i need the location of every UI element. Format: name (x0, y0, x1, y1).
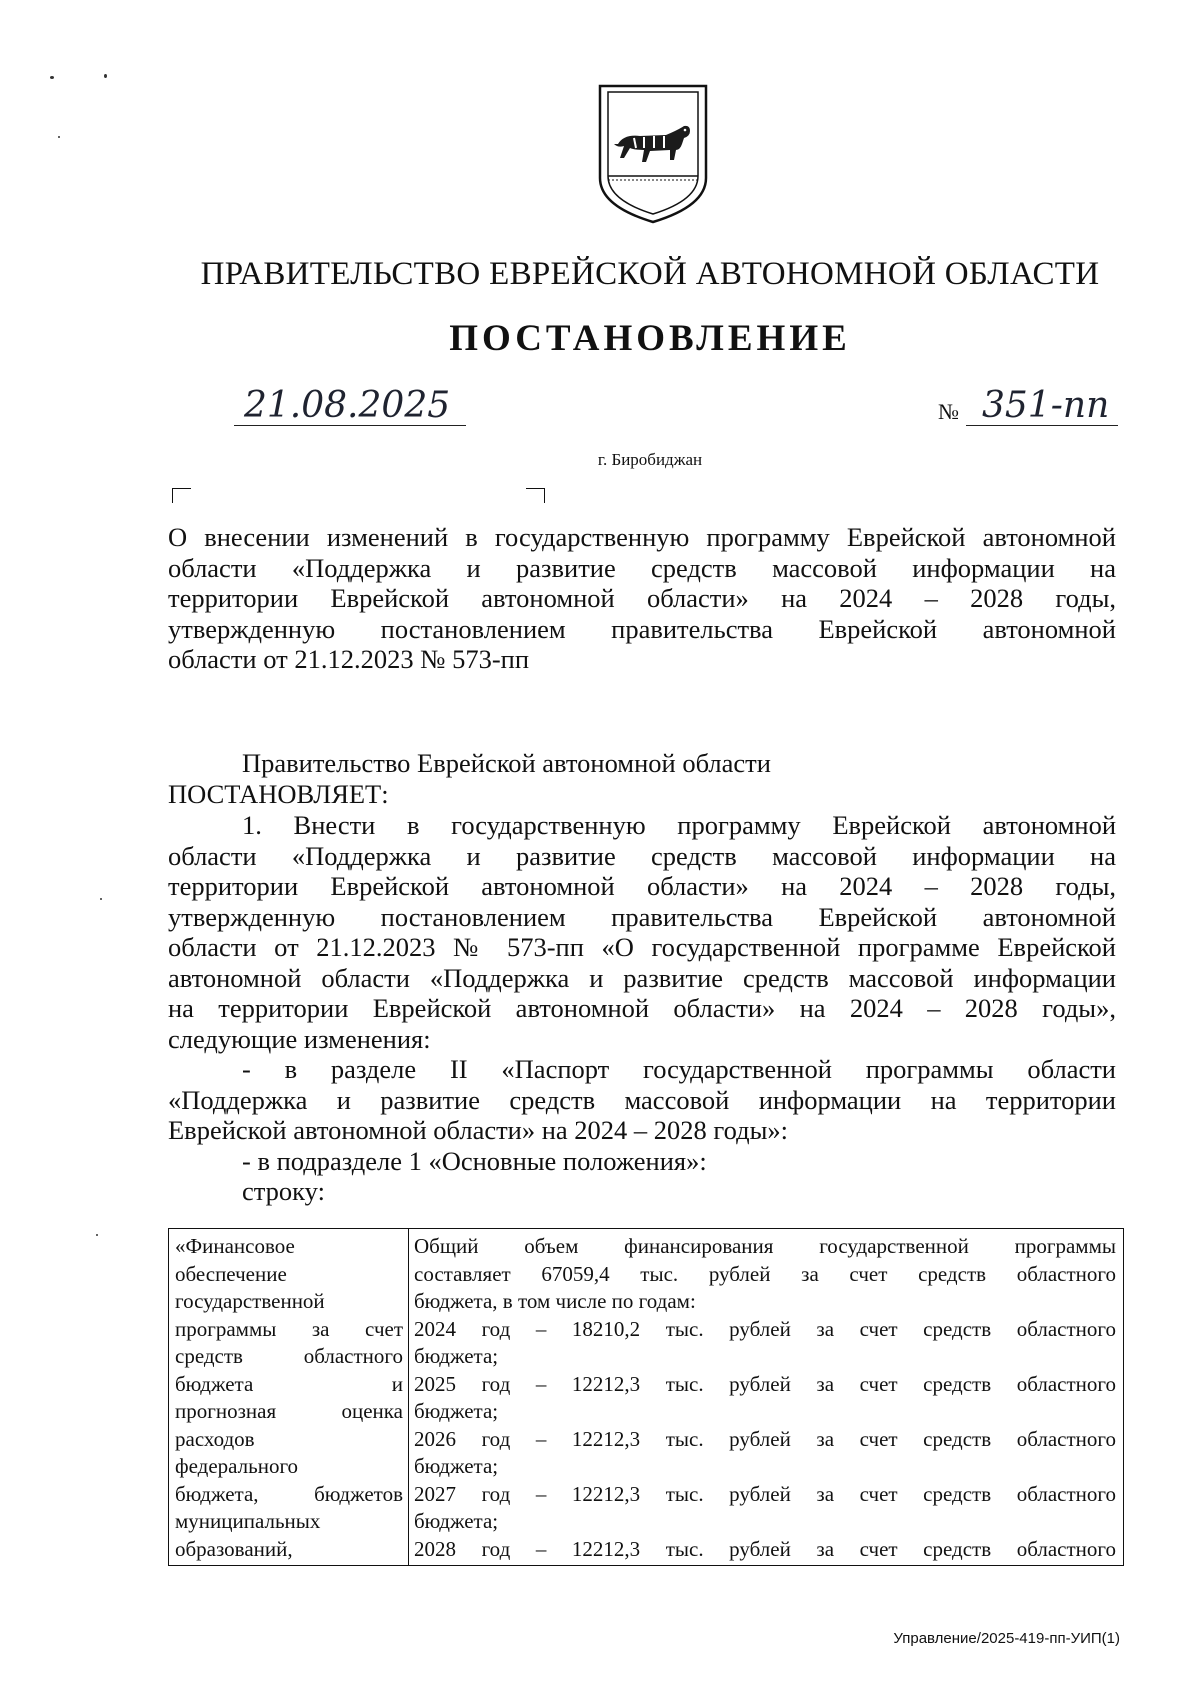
subject-line: территории Еврейской автономной области» на 2024 – 2028 годы, (168, 583, 1116, 613)
table-right-line: бюджета; (414, 1454, 499, 1478)
table-left-line: расходов (175, 1426, 255, 1451)
city-name: г. Биробиджан (597, 450, 703, 469)
table-left-line: программы за счет (175, 1316, 403, 1341)
subject-line: области от 21.12.2023 № 573-пп (168, 644, 530, 674)
subject-bracket-right (526, 488, 545, 503)
table-right-line: 2025 год – 12212,3 тыс. рублей за счет средств областного (414, 1371, 1116, 1396)
item-1-line: 1. Внести в государственную программу Еврейской автономной (242, 810, 1116, 840)
table-left-line: «Финансовое (175, 1234, 295, 1258)
section-line: Еврейской автономной области» на 2024 – 2028 годы»: (168, 1115, 789, 1145)
section-text (168, 1054, 1116, 1146)
item-1-line: области «Поддержка и развитие средств массовой информации на (168, 840, 1116, 871)
table-right-line: 2024 год – 18210,2 тыс. рублей за счет средств областного (414, 1316, 1116, 1341)
subsection-text: - в подразделе 1 «Основные положения»: (242, 1145, 707, 1176)
subject-line: области «Поддержка и развитие средств массовой информации на (168, 552, 1116, 583)
table-left-line: прогнозная оценка (175, 1399, 403, 1423)
tiger-icon (614, 126, 690, 162)
table-right-line: 2027 год – 12212,3 тыс. рублей за счет средств областного (414, 1481, 1116, 1506)
table-right-line: бюджета; (414, 1344, 499, 1368)
scan-speck (96, 1234, 98, 1236)
item-1-line: области от 21.12.2023 № 573-пп «О государственной программе Еврейской (168, 932, 1116, 962)
government-line: Правительство Еврейской автономной области (242, 748, 771, 778)
table-left-line: бюджета и (175, 1371, 403, 1396)
table-right-column (414, 1233, 1116, 1563)
table-right-line: Общий объем финансирования государственной программы (414, 1234, 1116, 1258)
subject-text (168, 522, 1116, 675)
resolution-body (168, 810, 1116, 1207)
scan-speck (58, 136, 60, 138)
table-left-line: муниципальных (175, 1509, 321, 1533)
item-1-line: на территории Еврейской автономной области» на 2024 – 2028 годы», (168, 993, 1116, 1023)
item-1-line: утвержденную постановлением правительства Еврейской автономной (168, 901, 1116, 932)
organization-title: ПРАВИТЕЛЬСТВО ЕВРЕЙСКОЙ АВТОНОМНОЙ ОБЛАСТИ (200, 256, 1100, 292)
table-left-line: государственной (175, 1289, 325, 1313)
document-date-field (234, 385, 466, 431)
resolves-word: ПОСТАНОВЛЯЕТ: (168, 778, 389, 809)
table-left-line: обеспечение (175, 1261, 287, 1286)
item-1-line: следующие изменения: (168, 1023, 431, 1054)
table-right-line: бюджета, в том числе по годам: (414, 1289, 696, 1313)
footer-document-code: Управление/2025-419-пп-УИП(1) (893, 1630, 1120, 1647)
table-right-line: бюджета; (414, 1399, 499, 1423)
item-1-line: территории Еврейской автономной области» на 2024 – 2028 годы, (168, 871, 1116, 901)
scan-speck (104, 74, 107, 78)
table-left-line: средств областного (175, 1344, 403, 1368)
row-word: строку: (242, 1176, 325, 1206)
table-left-column (175, 1233, 403, 1563)
scan-speck (100, 898, 102, 900)
table-right-line: 2026 год – 12212,3 тыс. рублей за счет средств областного (414, 1426, 1116, 1451)
scan-speck (50, 76, 54, 79)
financing-table (168, 1228, 1124, 1566)
coat-of-arms-emblem (594, 78, 712, 226)
number-underline (966, 425, 1118, 426)
table-right-line: бюджета; (414, 1509, 499, 1533)
table-left-line: бюджета, бюджетов (175, 1481, 403, 1506)
number-sign: № (938, 399, 959, 424)
subject-bracket-left (172, 488, 191, 503)
table-right-line: 2028 год – 12212,3 тыс. рублей за счет средств областного (414, 1536, 1116, 1561)
document-type-title: ПОСТАНОВЛЕНИЕ (449, 318, 851, 359)
item-1-line: автономной области «Поддержка и развитие средств массовой информации (168, 962, 1116, 993)
section-line: «Поддержка и развитие средств массовой информации на территории (168, 1084, 1116, 1115)
handwritten-number: 351-пп (982, 385, 1110, 426)
subject-line: О внесении изменений в государственную программу Еврейской автономной (168, 522, 1116, 552)
handwritten-date: 21.08.2025 (244, 385, 451, 426)
resolution-preamble (168, 748, 1116, 809)
subject-line: утвержденную постановлением правительства Еврейской автономной (168, 613, 1116, 644)
document-subject (168, 522, 1116, 675)
item-1-text (168, 810, 1116, 1054)
table-left-line: федерального (175, 1454, 299, 1478)
table-left-line: образований, (175, 1536, 293, 1561)
section-line: - в разделе II «Паспорт государственной программы области (242, 1054, 1116, 1084)
table-column-divider (408, 1229, 409, 1565)
table-right-line: составляет 67059,4 тыс. рублей за счет средств областного (414, 1261, 1116, 1286)
date-underline (234, 425, 466, 426)
document-number-field (938, 385, 1118, 431)
